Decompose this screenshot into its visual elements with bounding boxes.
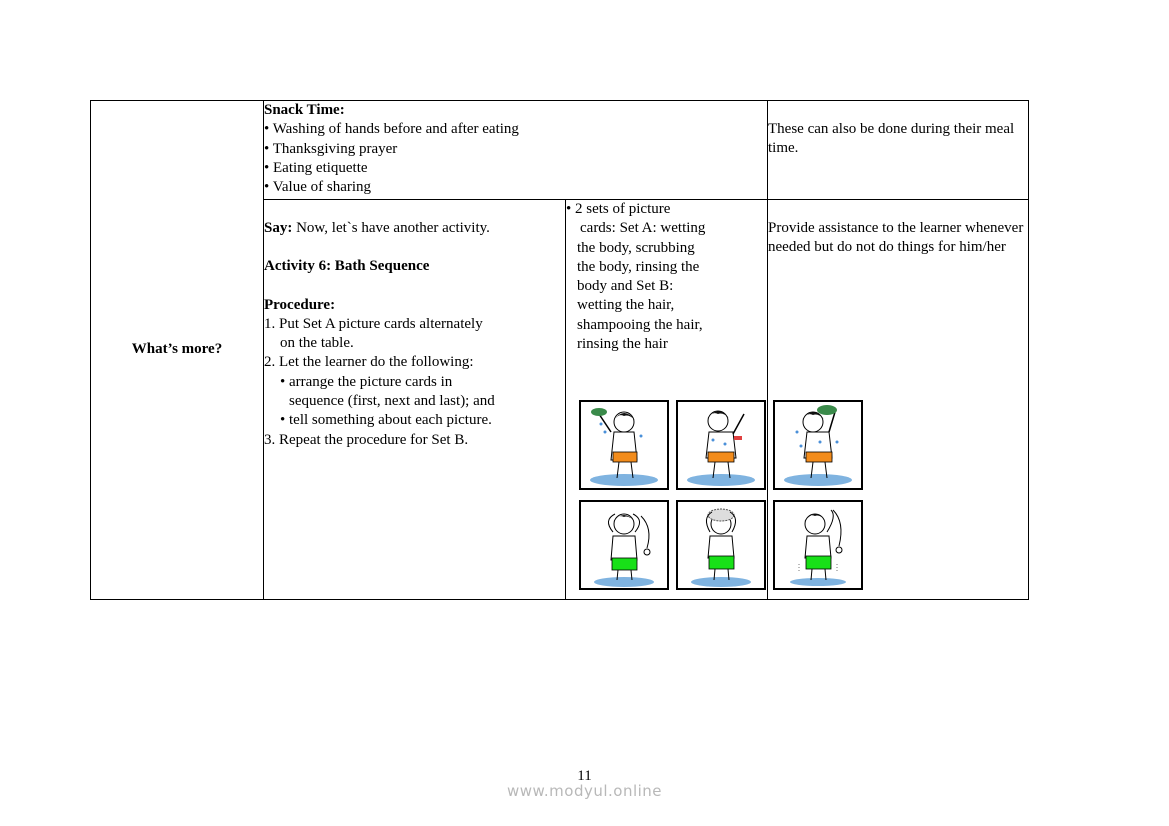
materials-line: rinsing the hair xyxy=(577,336,668,353)
materials-line: • 2 sets of picture xyxy=(566,201,671,217)
wetting-the-hair-card xyxy=(579,500,669,590)
boy-shampooing-hair-illustration xyxy=(678,502,764,588)
picture-cards xyxy=(579,400,861,590)
watermark: www.modyul.online xyxy=(506,782,663,800)
materials-line: body and Set B: xyxy=(577,278,674,295)
materials-line: the body, rinsing the xyxy=(577,258,700,275)
boy-rinsing-body-illustration xyxy=(775,402,861,488)
say-line xyxy=(264,219,565,238)
procedure-step: on the table. xyxy=(280,335,354,352)
procedure-step: 3. Repeat the procedure for Set B. xyxy=(264,431,469,448)
row-label: What’s more? xyxy=(131,341,223,358)
row-label-cell xyxy=(91,101,264,600)
page-number: 11 xyxy=(577,768,592,784)
boy-wetting-hair-illustration xyxy=(581,502,667,588)
snack-title: Snack Time: xyxy=(264,102,345,118)
snack-item: • Washing of hands before and after eating xyxy=(264,121,519,138)
activity-cell xyxy=(264,200,566,600)
procedure-step: • arrange the picture cards in xyxy=(280,373,453,390)
materials-line: the body, scrubbing xyxy=(577,239,695,256)
procedure-label: Procedure: xyxy=(264,296,336,313)
procedure-step: 1. Put Set A picture cards alternately xyxy=(264,315,483,332)
materials-line: wetting the hair, xyxy=(577,297,675,314)
activity-note: Provide assistance to the learner whenever needed but do not do things for him/her xyxy=(768,220,1024,256)
procedure-step: • tell something about each picture. xyxy=(280,412,492,429)
procedure-step: sequence (first, next and last); and xyxy=(289,393,495,410)
snack-note: These can also be done during their meal time. xyxy=(768,121,1015,157)
scrubbing-the-body-card xyxy=(676,400,766,490)
snack-row xyxy=(91,101,1029,200)
rinsing-the-body-card xyxy=(773,400,863,490)
snack-cell xyxy=(264,101,768,200)
activity-title: Activity 6: Bath Sequence xyxy=(264,258,430,275)
shampooing-the-hair-card xyxy=(676,500,766,590)
wetting-the-body-card xyxy=(579,400,669,490)
boy-wetting-body-illustration xyxy=(581,402,667,488)
snack-item: • Thanksgiving prayer xyxy=(264,140,398,157)
snack-item: • Value of sharing xyxy=(264,179,372,196)
lesson-table xyxy=(90,100,1029,600)
snack-item: • Eating etiquette xyxy=(264,159,368,176)
boy-rinsing-hair-illustration xyxy=(775,502,861,588)
snack-note-cell xyxy=(768,101,1029,200)
say-label: Say: xyxy=(264,220,293,236)
materials-line: shampooing the hair, xyxy=(577,316,703,333)
rinsing-the-hair-card xyxy=(773,500,863,590)
say-text: Now, let`s have another activity. xyxy=(292,220,490,236)
materials-line: cards: Set A: wetting xyxy=(580,220,706,237)
procedure-step: 2. Let the learner do the following: xyxy=(264,354,474,371)
boy-scrubbing-body-illustration xyxy=(678,402,764,488)
